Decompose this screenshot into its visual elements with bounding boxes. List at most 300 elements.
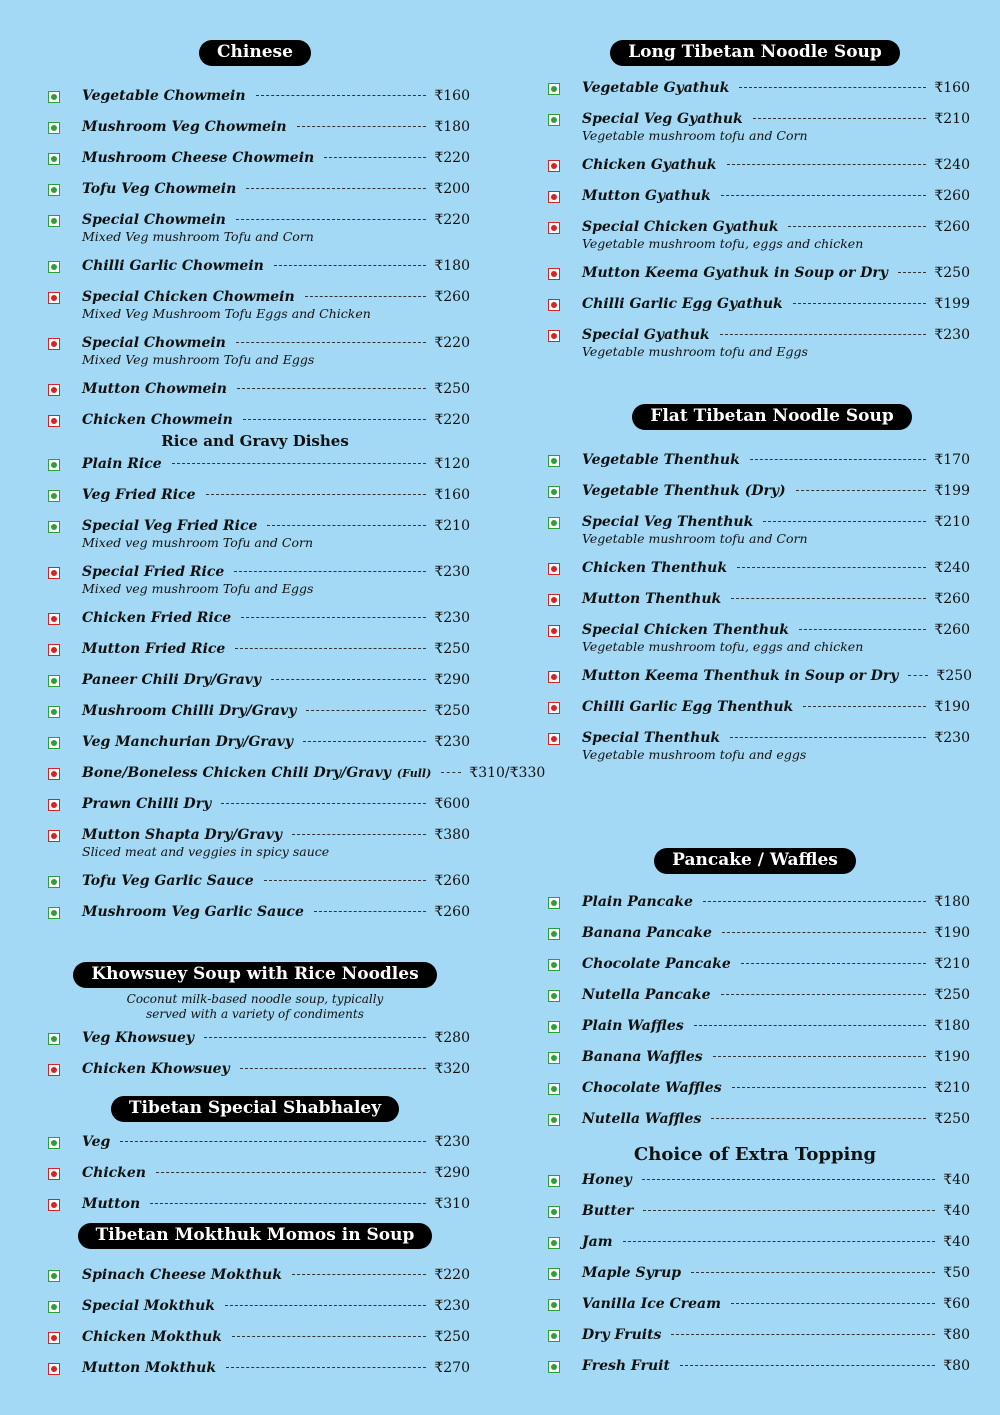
menu-item [40,641,470,672]
veg-mark-icon [548,1330,560,1342]
item-name [82,456,162,472]
item-price: ₹180 [434,258,470,274]
dotted-leader [267,525,426,526]
menu-item [540,483,970,514]
item-description: Vegetable mushroom tofu and Eggs [582,344,808,359]
item-name [82,1165,146,1181]
item-tag: (Full) [396,767,432,780]
item-price: ₹260 [934,219,970,235]
section-title: Choice of Extra Topping [633,1144,877,1165]
item-name [582,452,740,468]
item-price: ₹240 [934,157,970,173]
item-name-text: Chicken Mokthuk [82,1329,222,1345]
item-name-text: Chicken [82,1165,146,1181]
menu-item [540,1234,970,1265]
item-name [582,1111,701,1127]
veg-mark-icon [548,1268,560,1280]
description-line: Coconut milk-based noodle soup, typically [126,992,384,1006]
item-price: ₹199 [934,296,970,312]
item-name-text: Vegetable Gyathuk [582,80,730,96]
item-name-text: Mutton Shapta Dry/Gravy [82,827,282,843]
item-name-text: Vegetable Chowmein [82,88,246,104]
menu-item [540,622,970,668]
non-veg-mark-icon [48,384,60,396]
item-price: ₹290 [434,1165,470,1181]
dotted-leader [721,994,927,995]
item-price: ₹210 [934,1080,970,1096]
item-price: ₹260 [434,289,470,305]
non-veg-mark-icon [48,338,60,350]
menu-item [40,258,470,289]
menu-item [40,212,470,258]
item-name-text: Special Chowmein [82,212,226,228]
dotted-leader [753,118,927,119]
dotted-leader [314,911,427,912]
item-price: ₹210 [934,514,970,530]
veg-mark-icon [548,83,560,95]
item-name-text: Jam [582,1234,613,1250]
menu-item [40,703,470,734]
dotted-leader [727,164,927,165]
non-veg-mark-icon [548,733,560,745]
dotted-leader [232,1336,426,1337]
menu-item [40,1030,470,1061]
item-name-text: Mutton Keema Thenthuk in Soup or Dry [582,668,899,684]
item-name-text: Banana Pancake [582,925,712,941]
item-price: ₹290 [434,672,470,688]
section-title: Tibetan Special Shabhaley [111,1096,399,1122]
item-name [582,925,712,941]
item-price: ₹260 [934,622,970,638]
dotted-leader [306,710,426,711]
item-name-text: Chocolate Waffles [582,1080,722,1096]
item-name-text: Chocolate Pancake [582,956,731,972]
item-name-text: Dry Fruits [582,1327,662,1343]
veg-mark-icon [548,114,560,126]
veg-mark-icon [48,1301,60,1313]
menu-item [540,1111,970,1142]
item-name [582,296,783,312]
section-title: Khowsuey Soup with Rice Noodles [73,962,436,988]
menu-item [40,873,470,904]
item-name [82,796,211,812]
item-name-text: Mutton Chowmein [82,381,227,397]
item-price: ₹320 [434,1061,470,1077]
non-veg-mark-icon [48,768,60,780]
veg-mark-icon [48,122,60,134]
item-name-text: Butter [582,1203,634,1219]
item-name-text: Mutton Gyathuk [582,188,711,204]
dotted-leader [274,265,427,266]
veg-mark-icon [548,455,560,467]
item-name [82,412,233,428]
item-name [82,487,196,503]
item-price: ₹280 [434,1030,470,1046]
menu-item [540,111,970,157]
item-name-text: Spinach Cheese Mokthuk [82,1267,282,1283]
section-title: Tibetan Mokthuk Momos in Soup [78,1223,433,1249]
item-name-text: Special Chicken Chowmein [82,289,295,305]
menu-item [540,219,970,265]
non-veg-mark-icon [548,191,560,203]
item-name [582,1172,632,1188]
item-name [82,119,287,135]
item-name-text: Mushroom Veg Chowmein [82,119,287,135]
item-price: ₹170 [934,452,970,468]
dotted-leader [225,1305,426,1306]
item-price: ₹250 [434,703,470,719]
item-name [82,1030,194,1046]
dotted-leader [324,157,426,158]
menu-item [40,1329,470,1360]
item-price: ₹600 [434,796,470,812]
item-price: ₹310 [434,1196,470,1212]
dotted-leader [671,1334,935,1335]
dotted-leader [172,463,427,464]
item-name-text: Banana Waffles [582,1049,703,1065]
description-line: served with a variety of condiments [146,1007,364,1021]
menu-item [540,265,970,296]
section-title: Long Tibetan Noodle Soup [610,40,900,66]
non-veg-mark-icon [548,702,560,714]
veg-mark-icon [548,1361,560,1373]
item-name-text: Mutton Keema Gyathuk in Soup or Dry [582,265,888,281]
dotted-leader [237,388,426,389]
item-price: ₹250 [434,381,470,397]
item-name [582,219,778,235]
menu-item [540,188,970,219]
item-description: Sliced meat and veggies in spicy sauce [82,844,330,859]
item-name [82,88,246,104]
menu-item [40,381,470,412]
dotted-leader [713,1056,927,1057]
item-name [582,1018,684,1034]
dotted-leader [120,1141,426,1142]
section-gyathuk [540,40,970,373]
item-name [582,987,711,1003]
item-price: ₹200 [434,181,470,197]
menu-item [540,987,970,1018]
item-name-text: Special Veg Fried Rice [82,518,258,534]
dotted-leader [235,648,426,649]
menu-item [40,1134,470,1165]
section-khowsuey [40,962,470,1092]
item-name-text: Special Veg Gyathuk [582,111,743,127]
dotted-leader [703,901,926,902]
item-name [582,1327,661,1343]
item-name [82,1329,222,1345]
item-name [582,622,789,638]
item-price: ₹220 [434,335,470,351]
menu-item [540,157,970,188]
dotted-leader [694,1025,927,1026]
dotted-leader [206,494,427,495]
non-veg-mark-icon [548,594,560,606]
item-price: ₹240 [934,560,970,576]
item-price: ₹190 [934,699,970,715]
item-name-text: Veg Khowsuey [82,1030,194,1046]
dotted-leader [234,571,426,572]
dotted-leader [204,1037,426,1038]
section-pancake [540,848,970,1142]
item-price: ₹250 [434,1329,470,1345]
item-name [582,1234,613,1250]
item-description: Vegetable mushroom tofu and eggs [582,747,807,762]
item-name-text: Nutella Pancake [582,987,711,1003]
item-price: ₹270 [434,1360,470,1376]
item-name-text: Veg [82,1134,111,1150]
menu-item [40,1360,470,1391]
menu-item [540,514,970,560]
item-name-text: Fresh Fruit [582,1358,670,1374]
dotted-leader [691,1272,935,1273]
veg-mark-icon [48,907,60,919]
dotted-leader [243,419,427,420]
item-description: Mixed Veg mushroom Tofu and Eggs [82,352,315,367]
section-chinese [40,40,470,443]
non-veg-mark-icon [48,567,60,579]
non-veg-mark-icon [48,644,60,656]
item-price: ₹180 [434,119,470,135]
menu-item [540,1358,970,1389]
menu-item [40,1061,470,1092]
item-name-text: Plain Pancake [582,894,693,910]
dotted-leader [908,675,928,676]
item-name [82,150,314,166]
veg-mark-icon [48,876,60,888]
item-name-text: Tofu Veg Chowmein [82,181,237,197]
item-name [582,188,711,204]
item-description: Vegetable mushroom tofu and Corn [582,531,808,546]
veg-mark-icon [548,517,560,529]
item-price: ₹50 [943,1265,970,1281]
menu-item [540,560,970,591]
item-name-text: Paneer Chili Dry/Gravy [82,672,262,688]
item-name [82,518,257,534]
dotted-leader [737,567,926,568]
dotted-leader [796,490,927,491]
veg-mark-icon [548,1237,560,1249]
item-price: ₹180 [934,894,970,910]
item-price: ₹230 [934,327,970,343]
item-price: ₹230 [434,1298,470,1314]
dotted-leader [788,226,926,227]
menu-item [40,827,470,873]
item-name [582,111,743,127]
item-name [82,212,226,228]
menu-item [40,150,470,181]
item-name-text: Tofu Veg Garlic Sauce [82,873,254,889]
item-name-text: Veg Manchurian Dry/Gravy [82,734,294,750]
dotted-leader [680,1365,935,1366]
item-description: Vegetable mushroom tofu, eggs and chicken [582,236,864,251]
item-price: ₹190 [934,1049,970,1065]
non-veg-mark-icon [48,1363,60,1375]
item-name-text: Chilli Garlic Egg Gyathuk [582,296,783,312]
non-veg-mark-icon [48,613,60,625]
item-price: ₹260 [934,591,970,607]
item-description: Mixed veg mushroom Tofu and Corn [82,535,314,550]
item-name-text: Special Chowmein [82,335,226,351]
menu-item [540,1049,970,1080]
menu-item [540,452,970,483]
dotted-leader [292,834,426,835]
item-name [82,564,224,580]
item-name [82,1134,110,1150]
item-name [582,560,727,576]
menu-item [540,1296,970,1327]
item-price: ₹220 [434,212,470,228]
item-name [582,1296,721,1312]
item-description: Mixed veg mushroom Tofu and Eggs [82,581,314,596]
item-name [582,894,693,910]
item-price: ₹230 [434,734,470,750]
item-price: ₹220 [434,412,470,428]
non-veg-mark-icon [48,799,60,811]
item-name-text: Special Chicken Gyathuk [582,219,779,235]
veg-mark-icon [48,706,60,718]
item-price: ₹220 [434,150,470,166]
item-name [82,1196,140,1212]
item-name [582,1080,722,1096]
veg-mark-icon [548,1021,560,1033]
dotted-leader [226,1367,426,1368]
menu-item [40,289,470,335]
veg-mark-icon [48,153,60,165]
item-price: ₹230 [434,1134,470,1150]
non-veg-mark-icon [48,830,60,842]
veg-mark-icon [548,897,560,909]
item-price: ₹380 [434,827,470,843]
menu-item [540,894,970,925]
dotted-leader [642,1179,935,1180]
item-price: ₹260 [434,904,470,920]
item-price: ₹250 [934,987,970,1003]
item-price: ₹60 [943,1296,970,1312]
item-name [82,765,431,781]
item-name-text: Mutton Thenthuk [582,591,722,607]
item-name-text: Mutton Fried Rice [82,641,226,657]
item-name-text: Chicken Fried Rice [82,610,232,626]
menu-item [40,335,470,381]
item-name-text: Vanilla Ice Cream [582,1296,721,1312]
item-price: ₹160 [434,88,470,104]
non-veg-mark-icon [548,563,560,575]
item-price: ₹199 [934,483,970,499]
non-veg-mark-icon [48,292,60,304]
non-veg-mark-icon [548,268,560,280]
dotted-leader [221,803,426,804]
item-price: ₹260 [434,873,470,889]
menu-item [540,1203,970,1234]
item-price: ₹190 [934,925,970,941]
section-title: Flat Tibetan Noodle Soup [632,404,911,430]
item-description: Vegetable mushroom tofu, eggs and chicken [582,639,864,654]
menu-item [40,1298,470,1329]
item-price: ₹210 [934,956,970,972]
item-name [82,335,226,351]
item-name-text: Mushroom Cheese Chowmein [82,150,315,166]
dotted-leader [292,1274,426,1275]
section-title: Rice and Gravy Dishes [161,432,349,450]
item-price: ₹210 [934,111,970,127]
item-price: ₹160 [934,80,970,96]
item-name-text: Mutton [82,1196,141,1212]
item-name-text: Special Veg Thenthuk [582,514,754,530]
item-price: ₹230 [434,610,470,626]
item-price: ₹250 [934,1111,970,1127]
menu-item [540,1018,970,1049]
item-name-text: Mushroom Veg Garlic Sauce [82,904,304,920]
item-name [582,591,721,607]
section-title: Chinese [199,40,311,66]
dotted-leader [732,1087,927,1088]
item-name-text: Chicken Chowmein [82,412,233,428]
item-price: ₹260 [934,188,970,204]
non-veg-mark-icon [548,330,560,342]
item-name [582,80,729,96]
veg-mark-icon [548,486,560,498]
menu-item [40,796,470,827]
section-topping [540,1142,970,1389]
item-price: ₹180 [934,1018,970,1034]
item-description: Vegetable mushroom tofu and Corn [582,128,808,143]
menu-item [40,88,470,119]
item-name-text: Bone/Boneless Chicken Chili Dry/Gravy [82,765,391,781]
veg-mark-icon [48,1033,60,1045]
menu-item [540,296,970,327]
menu-item [40,904,470,935]
menu-item [540,80,970,111]
menu-item [540,1080,970,1111]
item-name [82,641,225,657]
menu-item [40,672,470,703]
item-name-text: Mushroom Chilli Dry/Gravy [82,703,297,719]
non-veg-mark-icon [48,1168,60,1180]
item-name-text: Maple Syrup [582,1265,682,1281]
item-name-text: Special Fried Rice [82,564,225,580]
item-name [82,1267,282,1283]
veg-mark-icon [548,959,560,971]
dotted-leader [711,1118,926,1119]
dotted-leader [297,126,427,127]
item-name [582,265,888,281]
veg-mark-icon [48,261,60,273]
item-price: ₹210 [434,518,470,534]
item-name-text: Plain Rice [82,456,162,472]
item-name [582,483,786,499]
menu-item [540,591,970,622]
dotted-leader [441,772,461,773]
menu-item [40,765,546,796]
item-price: ₹230 [434,564,470,580]
veg-mark-icon [548,1175,560,1187]
non-veg-mark-icon [548,625,560,637]
veg-mark-icon [548,990,560,1002]
item-price: ₹250 [936,668,973,684]
item-name [82,904,304,920]
item-name [82,258,264,274]
dotted-leader [720,334,927,335]
menu-item [540,730,970,776]
item-name-text: Chilli Garlic Chowmein [82,258,264,274]
item-price: ₹120 [434,456,470,472]
menu-item [540,1327,970,1358]
item-price: ₹40 [943,1234,970,1250]
non-veg-mark-icon [548,671,560,683]
menu-item [40,456,470,487]
section-rice [40,430,546,935]
